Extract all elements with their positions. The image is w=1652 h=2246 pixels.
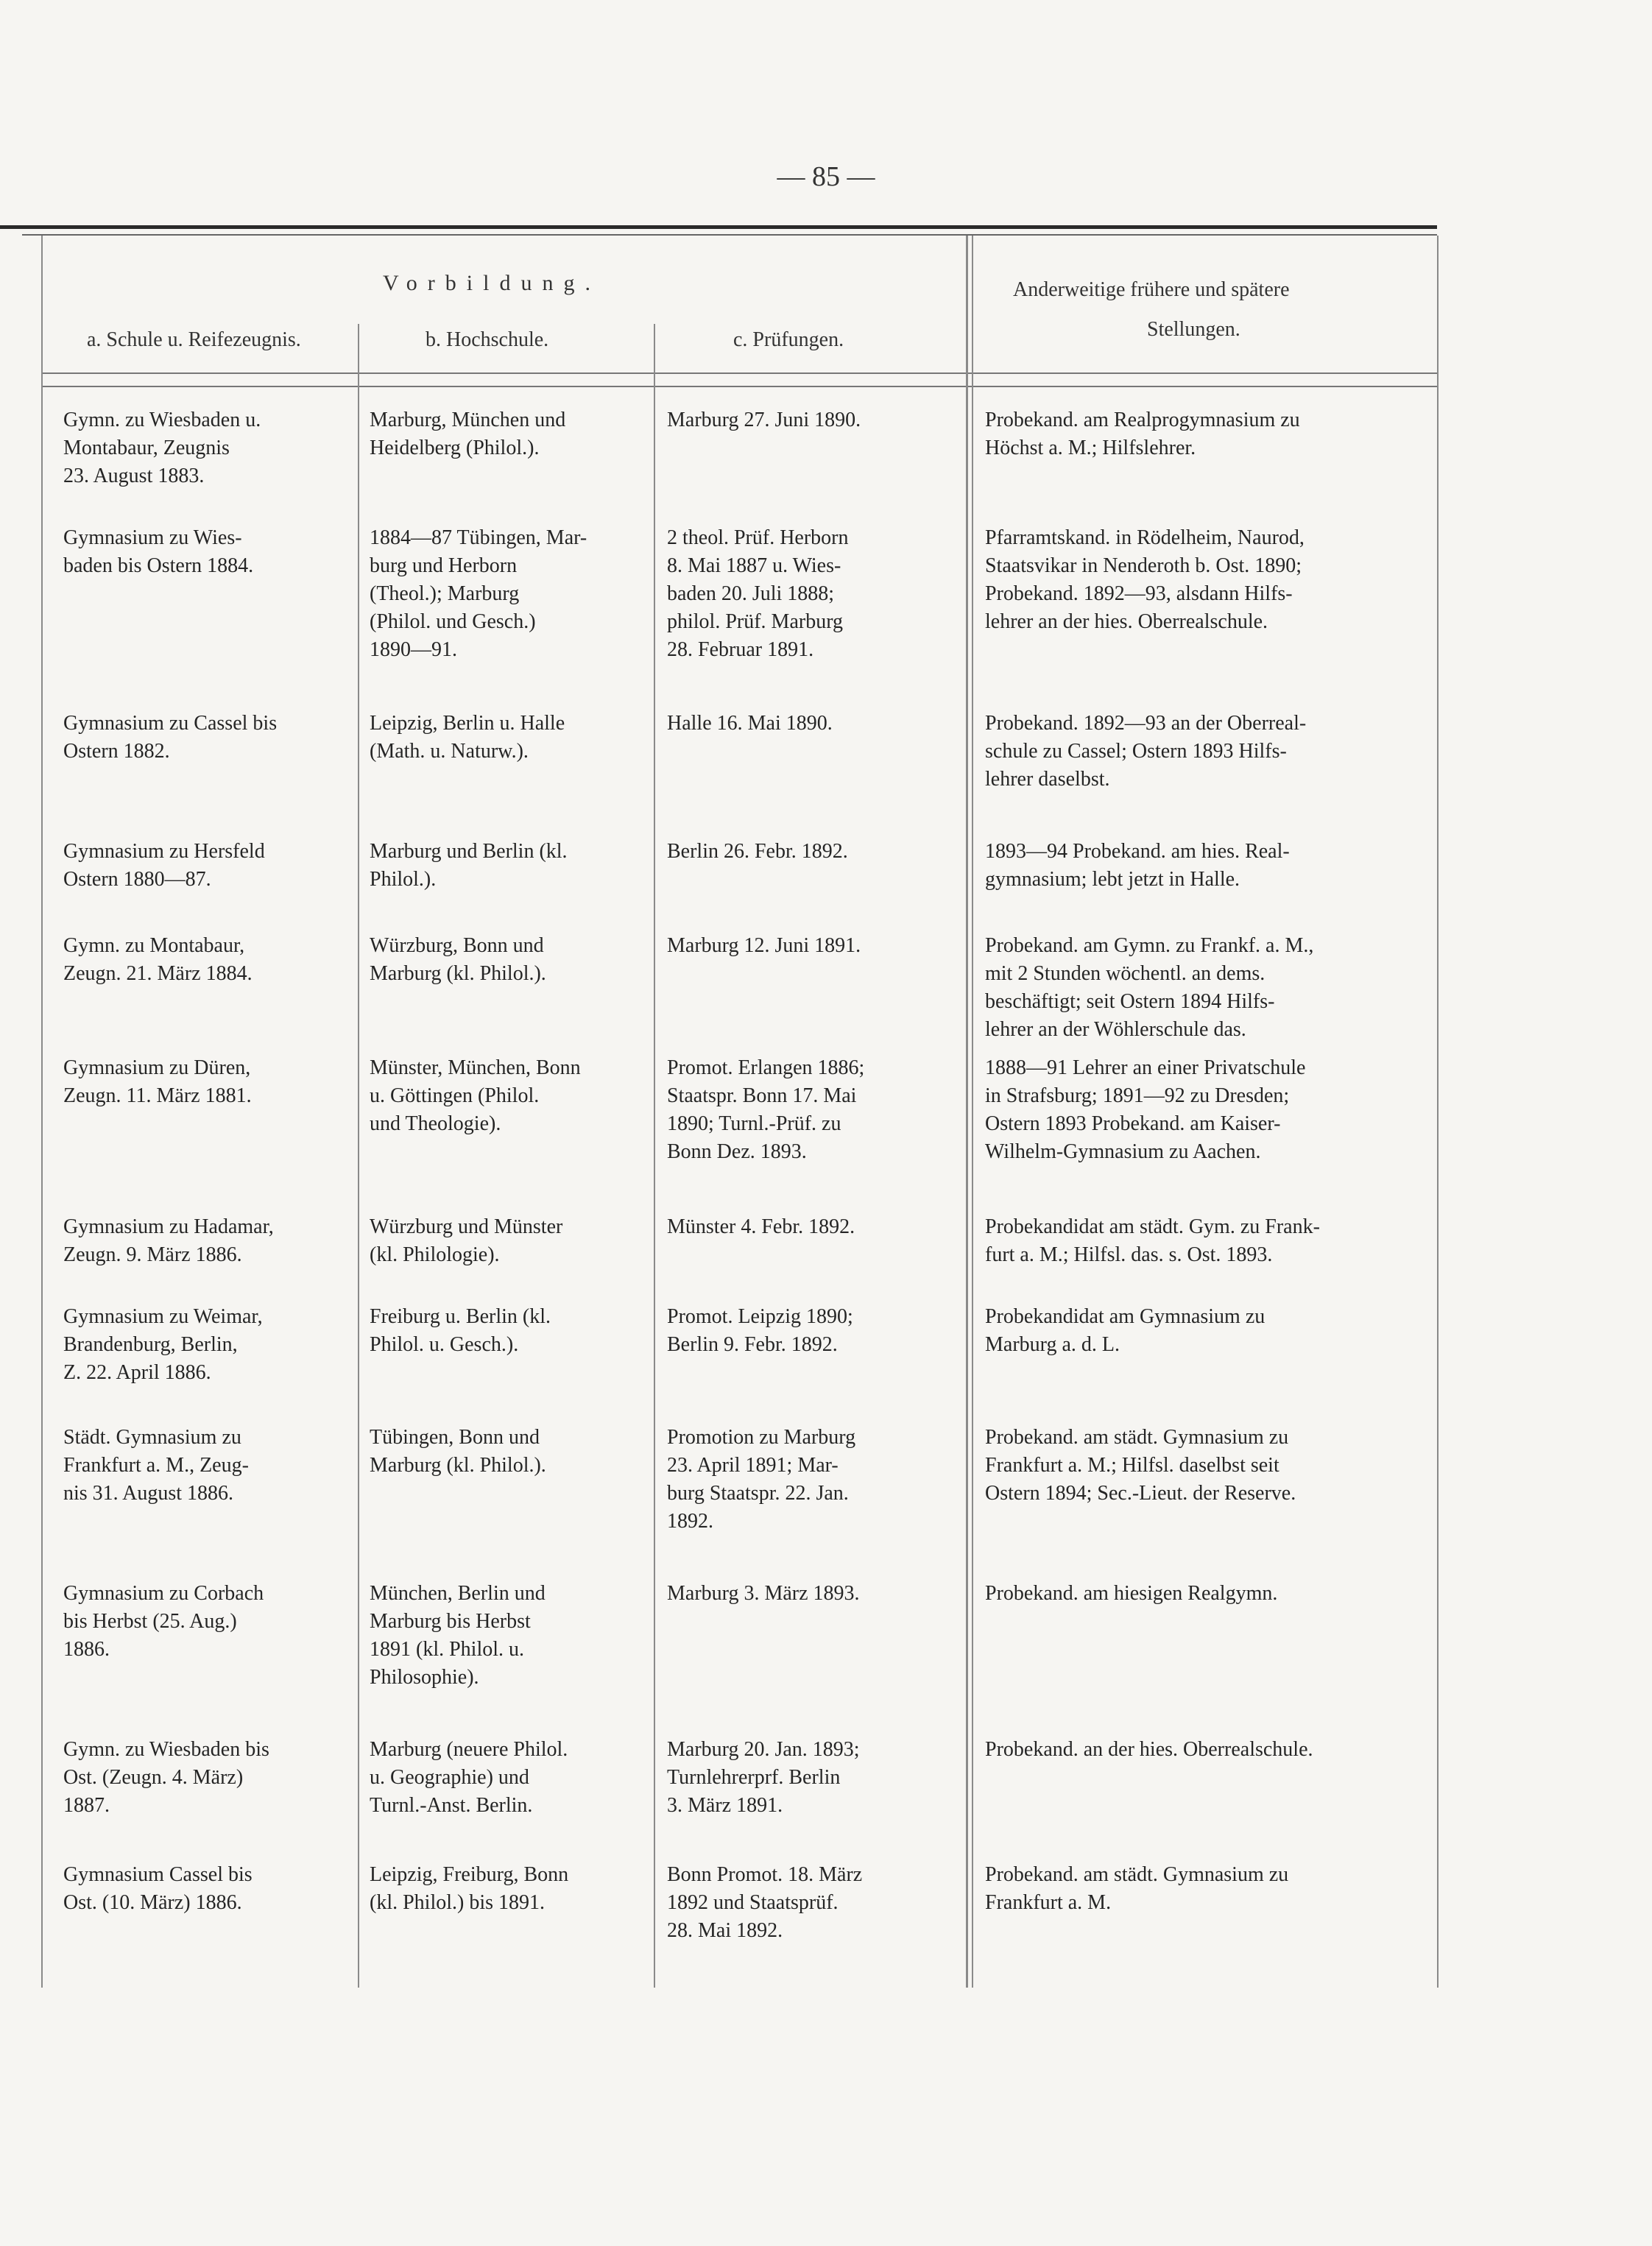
cell-line: Probekandidat am Gymnasium zu xyxy=(985,1305,1266,1328)
row-6-col-c xyxy=(667,1054,954,1166)
row-9-col-d xyxy=(985,1424,1427,1508)
cell-line: Marburg, München und xyxy=(370,409,566,431)
row-7-col-c xyxy=(667,1213,954,1241)
cell-line: Höchst a. M.; Hilfslehrer. xyxy=(985,437,1196,459)
cell-line: Promot. Erlangen 1886; xyxy=(667,1056,865,1079)
cell-line: Halle 16. Mai 1890. xyxy=(667,712,833,735)
column-line-c-d-double xyxy=(972,236,973,1988)
column-line-c-d xyxy=(966,236,968,1988)
header-vorbildung: Vorbildung. xyxy=(383,271,601,295)
row-10-col-c xyxy=(667,1580,954,1608)
cell-line: 23. August 1883. xyxy=(63,465,205,487)
cell-line: Leipzig, Freiburg, Bonn xyxy=(370,1863,569,1886)
header-col-c: c. Prüfungen. xyxy=(733,328,844,351)
cell-line: burg und Herborn xyxy=(370,554,518,577)
cell-line: Gymnasium Cassel bis xyxy=(63,1863,253,1886)
row-1-col-d xyxy=(985,406,1427,462)
cell-line: Pfarramtskand. in Rödelheim, Naurod, xyxy=(985,526,1305,549)
cell-line: 1893—94 Probekand. am hies. Real- xyxy=(985,840,1290,863)
row-4-col-a xyxy=(63,838,342,894)
row-8-col-a xyxy=(63,1303,342,1387)
cell-line: Gymnasium zu Wies- xyxy=(63,526,242,549)
cell-line: schule zu Cassel; Ostern 1893 Hilfs- xyxy=(985,740,1287,763)
top-rule xyxy=(0,225,1437,229)
cell-line: 23. April 1891; Mar- xyxy=(667,1454,839,1477)
header-col-a: a. Schule u. Reifezeugnis. xyxy=(87,328,301,351)
cell-line: philol. Prüf. Marburg xyxy=(667,610,844,633)
cell-line: 28. Februar 1891. xyxy=(667,638,814,661)
cell-line: 1891 (kl. Philol. u. xyxy=(370,1638,525,1661)
row-8-col-d xyxy=(985,1303,1427,1359)
row-6-col-a xyxy=(63,1054,342,1110)
cell-line: 8. Mai 1887 u. Wies- xyxy=(667,554,841,577)
column-line-left xyxy=(41,236,43,1988)
cell-line: Ostern 1880—87. xyxy=(63,868,211,891)
row-6-col-b xyxy=(370,1054,643,1138)
cell-line: Würzburg, Bonn und xyxy=(370,934,544,957)
cell-line: Gymnasium zu Düren, xyxy=(63,1056,251,1079)
cell-line: Philosophie). xyxy=(370,1666,479,1689)
cell-line: Promot. Leipzig 1890; xyxy=(667,1305,853,1328)
cell-line: Marburg (neuere Philol. xyxy=(370,1738,568,1761)
cell-line: Marburg 20. Jan. 1893; xyxy=(667,1738,860,1761)
cell-line: Marburg (kl. Philol.). xyxy=(370,1454,546,1477)
row-1-col-c xyxy=(667,406,954,434)
row-5-col-c xyxy=(667,932,954,960)
cell-line: Marburg 27. Juni 1890. xyxy=(667,409,861,431)
column-line-right xyxy=(1437,236,1439,1988)
cell-line: 1886. xyxy=(63,1638,110,1661)
cell-line: burg Staatspr. 22. Jan. xyxy=(667,1482,849,1505)
cell-line: Bonn Promot. 18. März xyxy=(667,1863,863,1886)
cell-line: Gymnasium zu Weimar, xyxy=(63,1305,263,1328)
cell-line: Marburg 12. Juni 1891. xyxy=(667,934,861,957)
row-1-col-b xyxy=(370,406,643,462)
row-7-col-a xyxy=(63,1213,342,1269)
column-line-a-b xyxy=(358,324,359,1988)
cell-line: Probekand. am Realprogymnasium zu xyxy=(985,409,1300,431)
cell-line: baden 20. Juli 1888; xyxy=(667,582,835,605)
cell-line: Frankfurt a. M., Zeug- xyxy=(63,1454,249,1477)
cell-line: lehrer daselbst. xyxy=(985,768,1110,791)
cell-line: Philol. u. Gesch.). xyxy=(370,1333,519,1356)
row-3-col-b xyxy=(370,710,643,766)
cell-line: Marburg (kl. Philol.). xyxy=(370,962,546,985)
row-11-col-a xyxy=(63,1736,342,1820)
header-rule-upper xyxy=(41,372,1437,374)
cell-line: Leipzig, Berlin u. Halle xyxy=(370,712,565,735)
column-line-b-c xyxy=(654,324,655,1988)
cell-line: Staatsvikar in Nenderoth b. Ost. 1890; xyxy=(985,554,1302,577)
row-11-col-d xyxy=(985,1736,1427,1764)
row-9-col-b xyxy=(370,1424,643,1480)
header-col-b: b. Hochschule. xyxy=(426,328,549,351)
cell-line: bis Herbst (25. Aug.) xyxy=(63,1610,237,1633)
cell-line: beschäftigt; seit Ostern 1894 Hilfs- xyxy=(985,990,1275,1013)
cell-line: u. Göttingen (Philol. xyxy=(370,1084,540,1107)
cell-line: Marburg und Berlin (kl. xyxy=(370,840,568,863)
row-2-col-a xyxy=(63,524,342,580)
cell-line: Montabaur, Zeugnis xyxy=(63,437,230,459)
row-12-col-d xyxy=(985,1861,1427,1917)
cell-line: Probekand. am städt. Gymnasium zu xyxy=(985,1426,1289,1449)
cell-line: Tübingen, Bonn und xyxy=(370,1426,540,1449)
cell-line: Freiburg u. Berlin (kl. xyxy=(370,1305,551,1328)
row-4-col-b xyxy=(370,838,643,894)
page-number: — 85 — xyxy=(777,161,875,192)
cell-line: Münster 4. Febr. 1892. xyxy=(667,1215,855,1238)
row-5-col-b xyxy=(370,932,643,988)
row-12-col-c xyxy=(667,1861,954,1945)
cell-line: Ost. (Zeugn. 4. März) xyxy=(63,1766,244,1789)
cell-line: Ostern 1893 Probekand. am Kaiser- xyxy=(985,1112,1281,1135)
cell-line: Probekand. an der hies. Oberrealschule. xyxy=(985,1738,1313,1761)
row-5-col-a xyxy=(63,932,342,988)
cell-line: Gymn. zu Montabaur, xyxy=(63,934,245,957)
cell-line: Zeugn. 11. März 1881. xyxy=(63,1084,252,1107)
cell-line: 1890—91. xyxy=(370,638,457,661)
cell-line: Gymnasium zu Hersfeld xyxy=(63,840,265,863)
row-7-col-b xyxy=(370,1213,643,1269)
cell-line: Ost. (10. März) 1886. xyxy=(63,1891,242,1914)
row-2-col-b xyxy=(370,524,643,664)
cell-line: u. Geographie) und xyxy=(370,1766,529,1789)
cell-line: Städt. Gymnasium zu xyxy=(63,1426,241,1449)
row-4-col-d xyxy=(985,838,1427,894)
row-2-col-d xyxy=(985,524,1427,636)
row-8-col-c xyxy=(667,1303,954,1359)
row-7-col-d xyxy=(985,1213,1427,1269)
row-4-col-c xyxy=(667,838,954,866)
cell-line: (kl. Philol.) bis 1891. xyxy=(370,1891,546,1914)
cell-line: Turnlehrerprf. Berlin xyxy=(667,1766,841,1789)
row-1-col-a xyxy=(63,406,342,490)
cell-line: Promotion zu Marburg xyxy=(667,1426,856,1449)
top-rule-thin xyxy=(22,234,1437,236)
cell-line: Münster, München, Bonn xyxy=(370,1056,581,1079)
cell-line: Gymnasium zu Corbach xyxy=(63,1582,264,1605)
cell-line: Gymn. zu Wiesbaden bis xyxy=(63,1738,269,1761)
cell-line: 1887. xyxy=(63,1794,110,1817)
cell-line: Probekand. am hiesigen Realgymn. xyxy=(985,1582,1278,1605)
cell-line: Z. 22. April 1886. xyxy=(63,1361,211,1384)
cell-line: lehrer an der Wöhlerschule das. xyxy=(985,1018,1246,1041)
cell-line: 1890; Turnl.-Prüf. zu xyxy=(667,1112,841,1135)
cell-line: (Philol. und Gesch.) xyxy=(370,610,536,633)
cell-line: Staatspr. Bonn 17. Mai xyxy=(667,1084,857,1107)
row-12-col-b xyxy=(370,1861,643,1917)
cell-line: Frankfurt a. M.; Hilfsl. daselbst seit xyxy=(985,1454,1279,1477)
cell-line: in Strafsburg; 1891—92 zu Dresden; xyxy=(985,1084,1290,1107)
cell-line: 1884—87 Tübingen, Mar- xyxy=(370,526,587,549)
cell-line: Probekand. am städt. Gymnasium zu xyxy=(985,1863,1289,1886)
cell-line: Heidelberg (Philol.). xyxy=(370,437,540,459)
row-3-col-c xyxy=(667,710,954,738)
cell-line: (kl. Philologie). xyxy=(370,1243,500,1266)
row-10-col-a xyxy=(63,1580,342,1664)
cell-line: München, Berlin und xyxy=(370,1582,546,1605)
cell-line: Marburg bis Herbst xyxy=(370,1610,531,1633)
cell-line: nis 31. August 1886. xyxy=(63,1482,234,1505)
cell-line: Probekand. am Gymn. zu Frankf. a. M., xyxy=(985,934,1314,957)
cell-line: 28. Mai 1892. xyxy=(667,1919,783,1942)
cell-line: Marburg a. d. L. xyxy=(985,1333,1120,1356)
cell-line: (Math. u. Naturw.). xyxy=(370,740,529,763)
cell-line: 3. März 1891. xyxy=(667,1794,783,1817)
cell-line: Turnl.-Anst. Berlin. xyxy=(370,1794,533,1817)
row-11-col-c xyxy=(667,1736,954,1820)
row-6-col-d xyxy=(985,1054,1427,1166)
cell-line: Zeugn. 21. März 1884. xyxy=(63,962,253,985)
header-col-d-line2: Stellungen. xyxy=(1147,318,1240,341)
row-3-col-a xyxy=(63,710,342,766)
row-3-col-d xyxy=(985,710,1427,794)
cell-line: Ostern 1894; Sec.-Lieut. der Reserve. xyxy=(985,1482,1296,1505)
cell-line: Philol.). xyxy=(370,868,437,891)
cell-line: Probekandidat am städt. Gym. zu Frank- xyxy=(985,1215,1320,1238)
row-10-col-d xyxy=(985,1580,1427,1608)
cell-line: Probekand. 1892—93, alsdann Hilfs- xyxy=(985,582,1293,605)
cell-line: Bonn Dez. 1893. xyxy=(667,1140,807,1163)
cell-line: 1892. xyxy=(667,1510,713,1533)
cell-line: Frankfurt a. M. xyxy=(985,1891,1112,1914)
cell-line: baden bis Ostern 1884. xyxy=(63,554,254,577)
cell-line: furt a. M.; Hilfsl. das. s. Ost. 1893. xyxy=(985,1243,1273,1266)
cell-line: Probekand. 1892—93 an der Oberreal- xyxy=(985,712,1307,735)
row-9-col-c xyxy=(667,1424,954,1536)
row-2-col-c xyxy=(667,524,954,664)
row-11-col-b xyxy=(370,1736,643,1820)
cell-line: mit 2 Stunden wöchentl. an dems. xyxy=(985,962,1266,985)
cell-line: Gymnasium zu Hadamar, xyxy=(63,1215,274,1238)
cell-line: Berlin 9. Febr. 1892. xyxy=(667,1333,838,1356)
row-8-col-b xyxy=(370,1303,643,1359)
cell-line: lehrer an der hies. Oberrealschule. xyxy=(985,610,1268,633)
cell-line: 1892 und Staatsprüf. xyxy=(667,1891,839,1914)
header-col-d-line1: Anderweitige frühere und spätere xyxy=(1013,278,1290,301)
row-5-col-d xyxy=(985,932,1427,1044)
cell-line: Würzburg und Münster xyxy=(370,1215,563,1238)
cell-line: Berlin 26. Febr. 1892. xyxy=(667,840,848,863)
cell-line: gymnasium; lebt jetzt in Halle. xyxy=(985,868,1240,891)
row-12-col-a xyxy=(63,1861,342,1917)
cell-line: (Theol.); Marburg xyxy=(370,582,520,605)
cell-line: Gymn. zu Wiesbaden u. xyxy=(63,409,261,431)
cell-line: Ostern 1882. xyxy=(63,740,170,763)
cell-line: 1888—91 Lehrer an einer Privatschule xyxy=(985,1056,1306,1079)
row-10-col-b xyxy=(370,1580,643,1692)
header-rule-lower xyxy=(41,386,1437,387)
cell-line: Gymnasium zu Cassel bis xyxy=(63,712,278,735)
row-9-col-a xyxy=(63,1424,342,1508)
cell-line: 2 theol. Prüf. Herborn xyxy=(667,526,849,549)
cell-line: Marburg 3. März 1893. xyxy=(667,1582,860,1605)
cell-line: Zeugn. 9. März 1886. xyxy=(63,1243,242,1266)
cell-line: und Theologie). xyxy=(370,1112,501,1135)
cell-line: Wilhelm-Gymnasium zu Aachen. xyxy=(985,1140,1261,1163)
cell-line: Brandenburg, Berlin, xyxy=(63,1333,238,1356)
